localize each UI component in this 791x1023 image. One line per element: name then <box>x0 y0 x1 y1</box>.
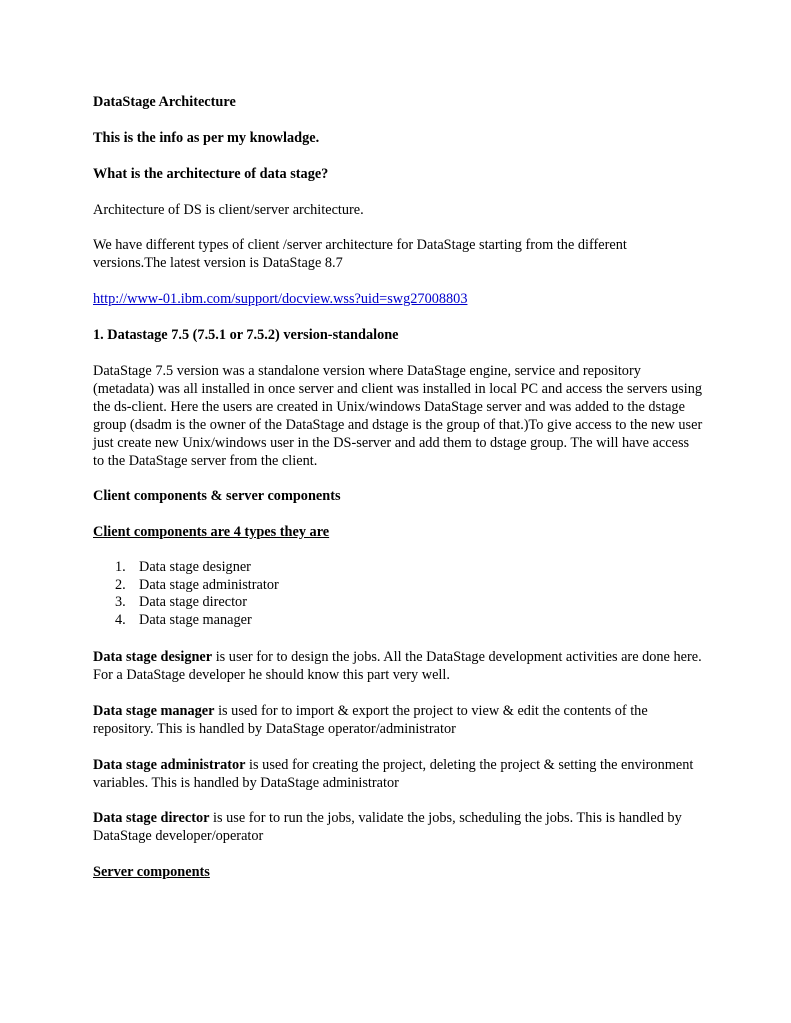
list-item <box>93 612 279 630</box>
manager-text: is used for to import & export the project to view & edit the contents of the repository. This is handled by DataStage operator/administrator <box>93 703 648 737</box>
list-item-label: Data stage designer <box>139 559 251 575</box>
administrator-text: is used for creating the project, deleting the project & setting the environment variables. This is handled by DataStage administrator <box>93 757 694 791</box>
director-paragraph <box>93 809 703 845</box>
designer-term: Data stage designer <box>93 649 213 665</box>
administrator-paragraph <box>93 756 703 792</box>
manager-paragraph <box>93 702 703 738</box>
list-item <box>93 577 279 595</box>
section1-paragraph: DataStage 7.5 version was a standalone version where DataStage engine, service and repository (metadata) was all installed in once server and client was installed in local PC and access the servers using the ds-client. Here the users are created in Unix/windows DataStage server and was added to the dstage group (dsadm is the owner of the DataStage and dstage is the group of that.)To give access to the new user just create new Unix/windows user in the DS-server and add them to dstage group. The will have access to the DataStage server from the client. <box>93 363 703 469</box>
administrator-term: Data stage administrator <box>93 757 246 773</box>
list-number: 2. <box>115 576 126 593</box>
client-components-list <box>93 559 279 630</box>
list-item <box>93 594 279 612</box>
list-item-label: Data stage manager <box>139 612 252 629</box>
designer-text: is user for to design the jobs. All the DataStage development activities are done here. For a DataStage developer he should know this part very well. <box>93 649 702 683</box>
server-components-heading: Server components <box>93 864 210 880</box>
director-text: is use for to run the jobs, validate the jobs, scheduling the jobs. This is handled by DataStage developer/operator <box>93 810 682 844</box>
ibm-support-link[interactable]: http://www-01.ibm.com/support/docview.wss?uid=swg27008803 <box>93 291 468 307</box>
document-title: DataStage Architecture <box>93 94 236 110</box>
director-term: Data stage director <box>93 810 210 826</box>
question-heading: What is the architecture of data stage? <box>93 166 329 182</box>
list-item-label: Data stage director <box>139 594 247 611</box>
reference-link-wrapper <box>93 290 703 308</box>
client-components-heading: Client components are 4 types they are <box>93 524 330 540</box>
list-number: 1. <box>115 559 126 575</box>
components-heading: Client components & server components <box>93 488 341 504</box>
intro-text: This is the info as per my knowladge. <box>93 130 320 146</box>
list-item <box>93 559 279 577</box>
section1-heading: 1. Datastage 7.5 (7.5.1 or 7.5.2) version-standalone <box>93 327 399 343</box>
versions-paragraph: We have different types of client /server architecture for DataStage starting from the different versions.The latest version is DataStage 8.7 <box>93 237 627 271</box>
list-number: 4. <box>115 612 126 629</box>
list-item-label: Data stage administrator <box>139 576 279 593</box>
designer-paragraph <box>93 648 703 684</box>
list-number: 3. <box>115 594 126 611</box>
manager-term: Data stage manager <box>93 703 215 719</box>
answer-text: Architecture of DS is client/server architecture. <box>93 202 364 218</box>
